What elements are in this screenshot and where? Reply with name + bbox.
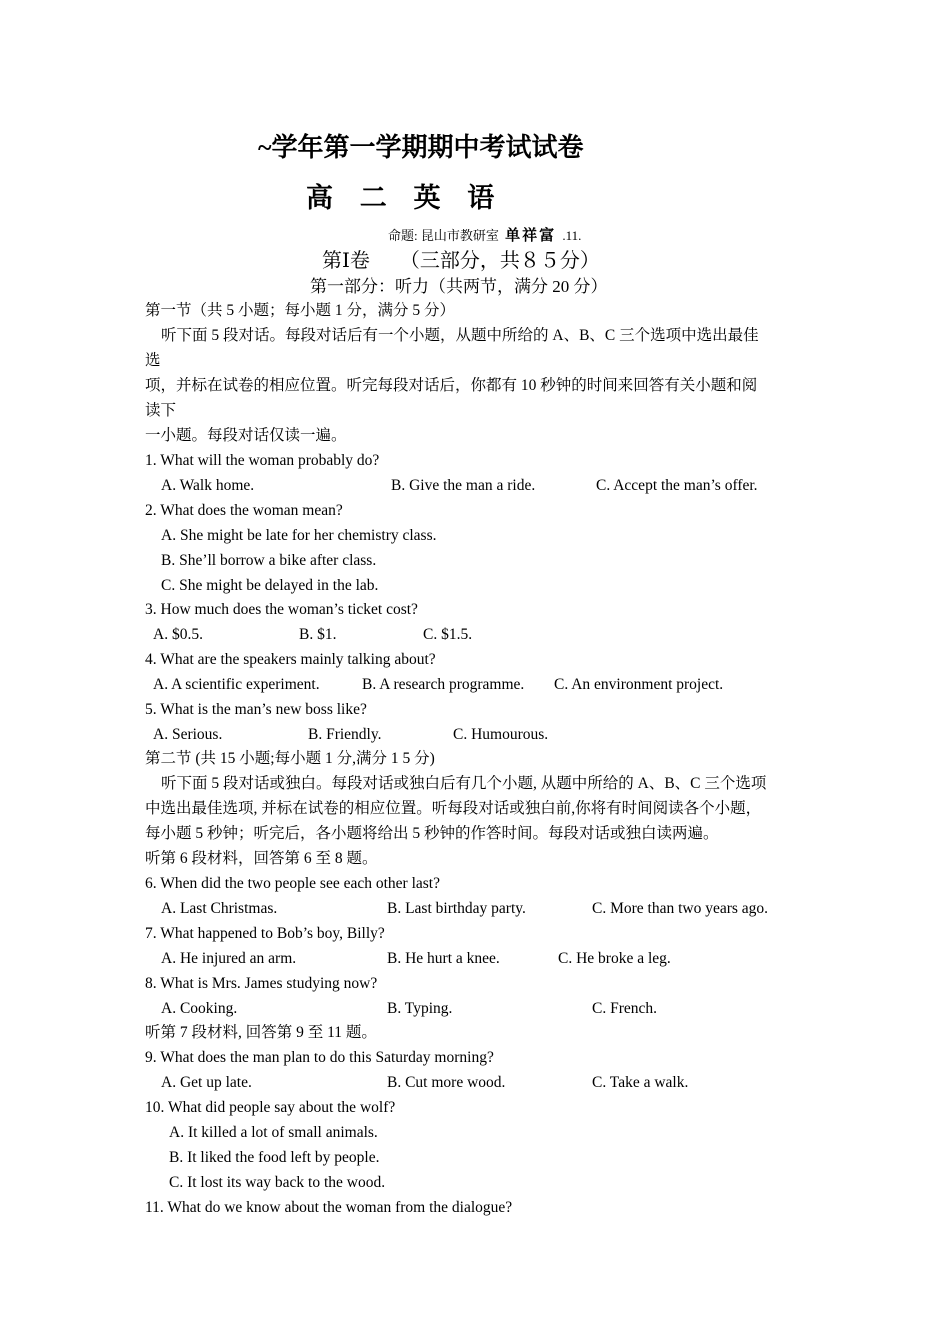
section2-heading: 第二节 (共 15 小题;每小题 1 分,满分 1 5 分) (145, 750, 435, 767)
option-a: A. A scientific experiment. (153, 676, 320, 693)
option-c: C. French. (592, 1000, 658, 1017)
section1-instructions-line: 选 (145, 352, 161, 369)
question-stem: 9. What does the man plan to do this Saturday morning? (145, 1049, 494, 1066)
option-a: A. Serious. (153, 726, 223, 743)
section1-instructions-line: 一小题。每段对话仅读一遍。 (145, 427, 347, 444)
option-a: A. Cooking. (161, 1000, 238, 1017)
material-heading: 听第 6 段材料，回答第 6 至 8 题。 (145, 850, 378, 867)
option-c: C. Humourous. (453, 726, 549, 743)
section2-instructions-line: 每小题 5 秒钟；听完后，各小题将给出 5 秒钟的作答时间。每段对话或独白读两遍。 (145, 825, 719, 842)
option-a: A. It killed a lot of small animals. (169, 1124, 378, 1141)
question-stem: 6. When did the two people see each other last? (145, 875, 440, 892)
question-stem: 1. What will the woman probably do? (145, 452, 380, 469)
section2-instructions-line: 中选出最佳选项, 并标在试卷的相应位置。听每段对话或独白前,你将有时间阅读各个小题， (145, 800, 762, 817)
author-name: 单祥富 (505, 228, 557, 244)
option-b: B. A research programme. (362, 676, 525, 693)
material-heading: 听第 7 段材料, 回答第 9 至 11 题。 (145, 1024, 377, 1041)
option-c: C. She might be delayed in the lab. (161, 577, 379, 594)
question-stem: 3. How much does the woman’s ticket cost? (145, 601, 418, 618)
option-c: C. $1.5. (423, 626, 473, 643)
byline-suffix: .11. (562, 228, 582, 243)
option-c: C. Accept the man’s offer. (596, 477, 758, 494)
section1-instructions-line: 听下面 5 段对话。每段对话后有一个小题，从题中所给的 A、B、C 三个选项中选出最佳 (161, 327, 759, 344)
byline-prefix: 命题: 昆山市教研室 (388, 228, 499, 243)
question-stem: 10. What did people say about the wolf? (145, 1099, 396, 1116)
question-stem: 2. What does the woman mean? (145, 502, 343, 519)
question-stem: 11. What do we know about the woman from the dialogue? (145, 1199, 513, 1216)
option-a: A. Walk home. (161, 477, 255, 494)
option-b: B. Cut more wood. (387, 1074, 506, 1091)
question-stem: 7. What happened to Bob’s boy, Billy? (145, 925, 385, 942)
question-stem: 8. What is Mrs. James studying now? (145, 975, 378, 992)
option-c: C. An environment project. (554, 676, 724, 693)
author-byline (388, 227, 581, 245)
option-c: C. More than two years ago. (592, 900, 769, 917)
option-b: B. She’ll borrow a bike after class. (161, 552, 377, 569)
option-a: A. Last Christmas. (161, 900, 278, 917)
exam-title: ~学年第一学期期中考试试卷 (258, 133, 584, 162)
option-c: C. Take a walk. (592, 1074, 689, 1091)
subject-title: 高 二 英 语 (306, 183, 505, 213)
option-b: B. Friendly. (308, 726, 382, 743)
option-a: A. She might be late for her chemistry class. (161, 527, 437, 544)
section1-instructions-line: 项，并标在试卷的相应位置。听完每段对话后，你都有 10 秒钟的时间来回答有关小题和阅 (145, 377, 758, 394)
section2-instructions-line: 听下面 5 段对话或独白。每段对话或独白后有几个小题, 从题中所给的 A、B、C 三个选项 (161, 775, 767, 792)
option-b: B. It liked the food left by people. (169, 1149, 380, 1166)
option-b: B. $1. (299, 626, 337, 643)
option-a: A. Get up late. (161, 1074, 252, 1091)
option-c: C. It lost its way back to the wood. (169, 1174, 386, 1191)
option-c: C. He broke a leg. (558, 950, 671, 967)
volume-heading: 第Ⅰ卷 （三部分，共８５分） (322, 250, 600, 272)
question-stem: 5. What is the man’s new boss like? (145, 701, 367, 718)
option-b: B. He hurt a knee. (387, 950, 500, 967)
option-b: B. Give the man a ride. (391, 477, 536, 494)
section1-heading: 第一节（共 5 小题；每小题 1 分，满分 5 分） (145, 302, 456, 319)
question-stem: 4. What are the speakers mainly talking about? (145, 651, 436, 668)
option-a: A. He injured an arm. (161, 950, 297, 967)
option-a: A. $0.5. (153, 626, 203, 643)
section1-instructions-line: 读下 (145, 402, 177, 419)
option-b: B. Last birthday party. (387, 900, 526, 917)
part-heading: 第一部分：听力（共两节，满分 20 分） (310, 277, 608, 296)
option-b: B. Typing. (387, 1000, 453, 1017)
